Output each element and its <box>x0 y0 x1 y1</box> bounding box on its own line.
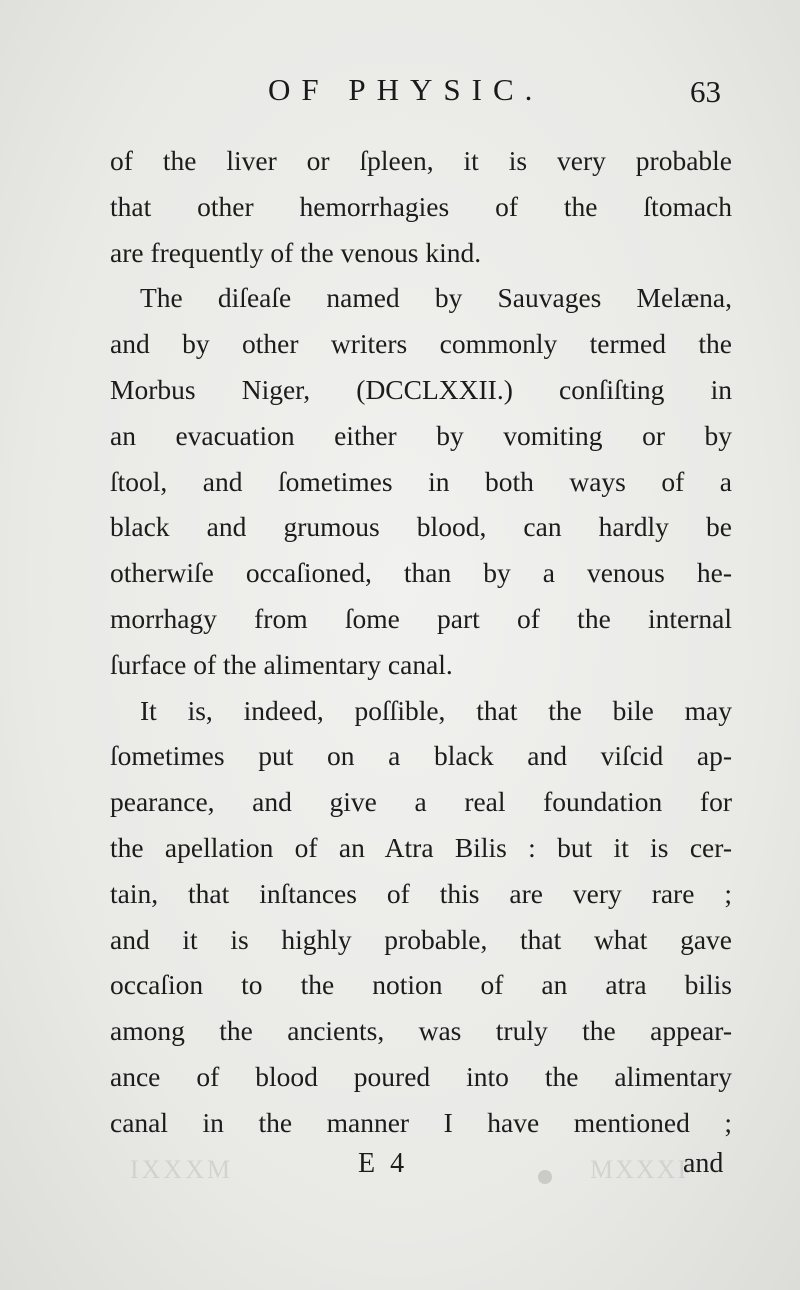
text-line: ſometimes put on a black and viſcid ap- <box>110 740 732 772</box>
text-line: morrhagy from ſome part of the internal <box>110 602 732 634</box>
catchword: and <box>683 1148 724 1179</box>
text-line: the apellation of an Atra Bilis : but it is cer- <box>110 831 732 863</box>
text-line: ſurface of the alimentary canal. <box>110 648 453 680</box>
text-line: black and grumous blood, can hardly be <box>110 511 732 543</box>
text-line: It is, indeed, poſſible, that the bile may <box>140 694 732 726</box>
text-line: canal in the manner I have mentioned ; <box>110 1106 732 1138</box>
page-number: 63 <box>690 74 721 109</box>
text-line: among the ancients, was truly the appear- <box>110 1015 732 1047</box>
show-through-text-left: IXXXM <box>130 1155 234 1184</box>
text-line: The diſeaſe named by Sauvages Melæna, <box>140 282 732 314</box>
signature-mark: E 4 <box>358 1148 409 1179</box>
text-line: occaſion to the notion of an atra bilis <box>110 969 732 1001</box>
text-line: Morbus Niger, (DCCLXXII.) conſiſting in <box>110 373 732 405</box>
running-title: OF PHYSIC. <box>268 72 544 107</box>
paragraph-3 <box>110 688 732 1146</box>
text-line: an evacuation either by vomiting or by <box>110 419 732 451</box>
text-line: otherwiſe occaſioned, than by a venous he- <box>110 557 732 589</box>
text-line: of the liver or ſpleen, it is very probable <box>110 145 732 176</box>
running-head <box>0 72 800 112</box>
text-line: ance of blood poured into the alimentary <box>110 1060 732 1092</box>
text-line: and by other writers commonly termed the <box>110 328 732 360</box>
text-line: and it is highly probable, that what gave <box>110 923 732 955</box>
show-through-text-right: MXXXI <box>590 1155 689 1184</box>
text-line: pearance, and give a real foundation for <box>110 786 732 818</box>
body-text <box>110 138 732 1146</box>
paragraph-2 <box>110 275 732 687</box>
text-line: are frequently of the venous kind. <box>110 236 482 268</box>
text-line: tain, that inſtances of this are very rare ; <box>110 877 732 909</box>
paragraph-1 <box>110 138 732 275</box>
page-footer <box>0 1148 800 1192</box>
text-line: that other hemorrhagies of the ſtomach <box>110 190 732 222</box>
text-line: ſtool, and ſometimes in both ways of a <box>110 465 732 497</box>
